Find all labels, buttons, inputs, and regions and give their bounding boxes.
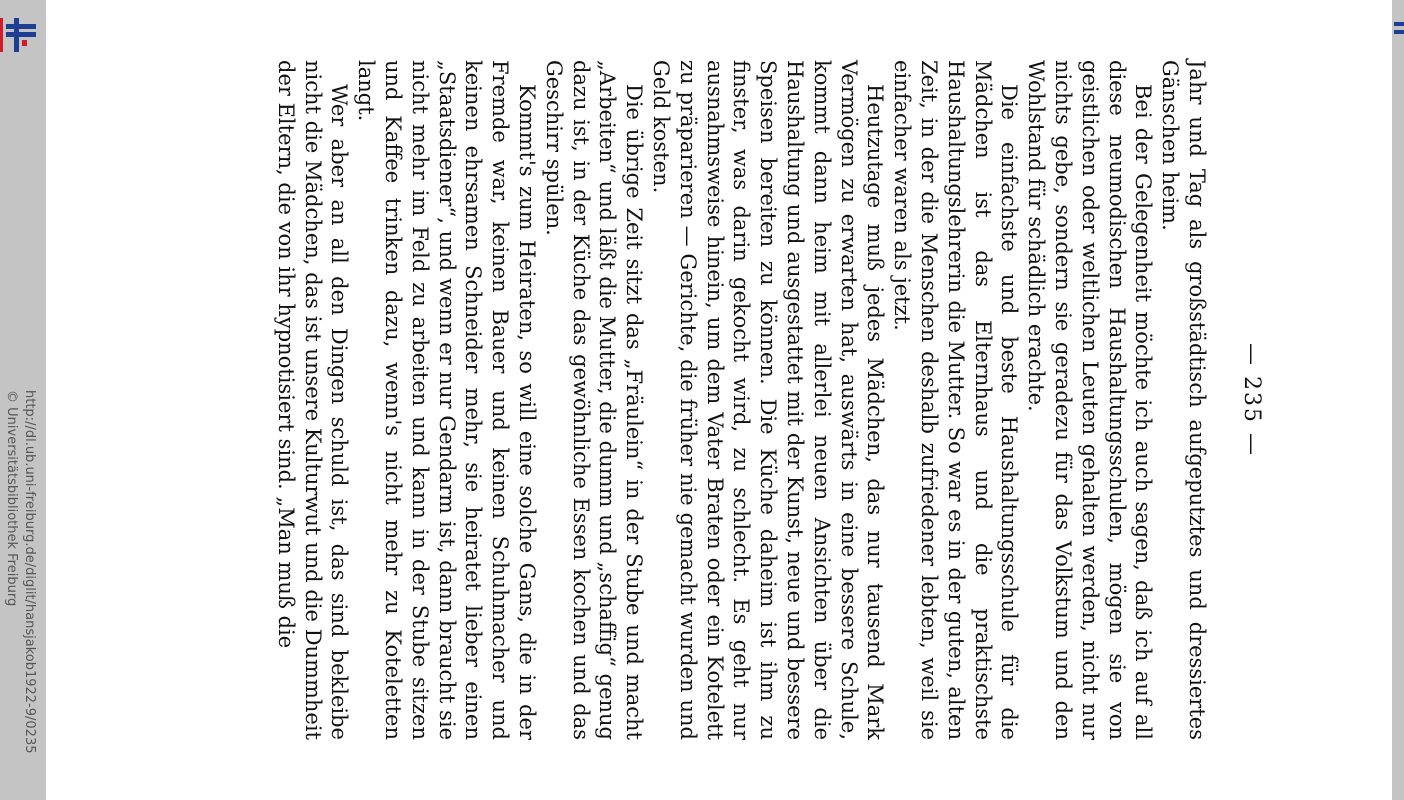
library-logo-icon bbox=[0, 18, 40, 52]
right-gutter bbox=[1392, 0, 1404, 800]
left-gutter bbox=[0, 0, 46, 800]
source-url-label bbox=[2, 390, 38, 800]
paragraph-5: Die übrige Zeit sitzt das „Fräulein“ in der Stube und macht „Arbeiten“ und läßt die Mutter, die dumm und „schaffig“ genug dazu ist, in der Küche das gewöhnliche Essen kochen und das Geschirr spülen. bbox=[541, 60, 647, 740]
paragraph-4: Heutzutage muß jedes Mädchen, das nur tausend Mark Vermögen zu erwarten hat, auswärts in eine bessere Schule, kommt dann heim mit allerlei neuen Ansichten über die Haushaltung und ausgestattet mit der Kunst, neue und bessere Speisen bereiten zu können. Die Küche daheim ist ihm zu finster, was darin gekocht wird, zu schlecht. Es geht nur ausnahmsweise hinein, um dem Vater Braten oder ein Kotelett zu präparieren — Gerichte, die früher nie gemacht wurden und Geld kosten. bbox=[649, 60, 888, 740]
page-text-block bbox=[196, 60, 1266, 740]
scanned-page bbox=[46, 0, 1392, 800]
paragraph-6: Kommt's zum Heiraten, so will eine solche Gans, die in der Fremde war, keinen Bauer und keinen Schuhmacher und keinen ehrsamen Schneider mehr, sie heiratet lieber einen „Staatsdiener“, und wenn er nur Gendarm ist, dann braucht sie nicht mehr im Feld zu arbeiten und kann in der Stube sitzen und Kaffee trinken dazu, wenn's nicht mehr zu Koteletten langt. bbox=[354, 60, 540, 740]
paragraph-7: Wer aber an all den Dingen schuld ist, das sind bekleibe nicht die Mädchen, das ist unsere Kulturwut und die Dummheit der Eltern, die von ihr hypnotisiert sind. „Man muß die bbox=[273, 60, 352, 740]
library-logo-partial-icon bbox=[1392, 20, 1404, 40]
page-number: — 235 — bbox=[1239, 343, 1264, 457]
paragraph-3: Die einfachste und beste Haushaltungsschule für die Mädchen ist das Elternhaus und die praktischste Haushaltungslehrerin die Mutter. So war es in der guten, alten Zeit, in der die Menschen deshalb zufriedener lebten, weil sie einfacher waren als jetzt. bbox=[890, 60, 1022, 740]
paragraph-1: Jahr und Tag als großstädtisch aufgeputztes und dressiertes Gänschen heim. bbox=[1158, 60, 1209, 740]
paragraph-2: Bei der Gelegenheit möchte ich auch sagen, daß ich auf all diese neumodischen Haushaltungsschulen, mögen sie von geistlichen oder weltlichen Leuten gehalten werden, nicht nur nichts gebe, sondern sie geradezu für das Volkstum und den Wohlstand für schädlich erachte. bbox=[1024, 60, 1156, 740]
source-url: http://dl.ub.uni-freiburg.de/diglit/hansjakob1922-9/0235 bbox=[22, 390, 37, 754]
source-copyright: © Universitätsbibliothek Freiburg bbox=[4, 390, 19, 607]
